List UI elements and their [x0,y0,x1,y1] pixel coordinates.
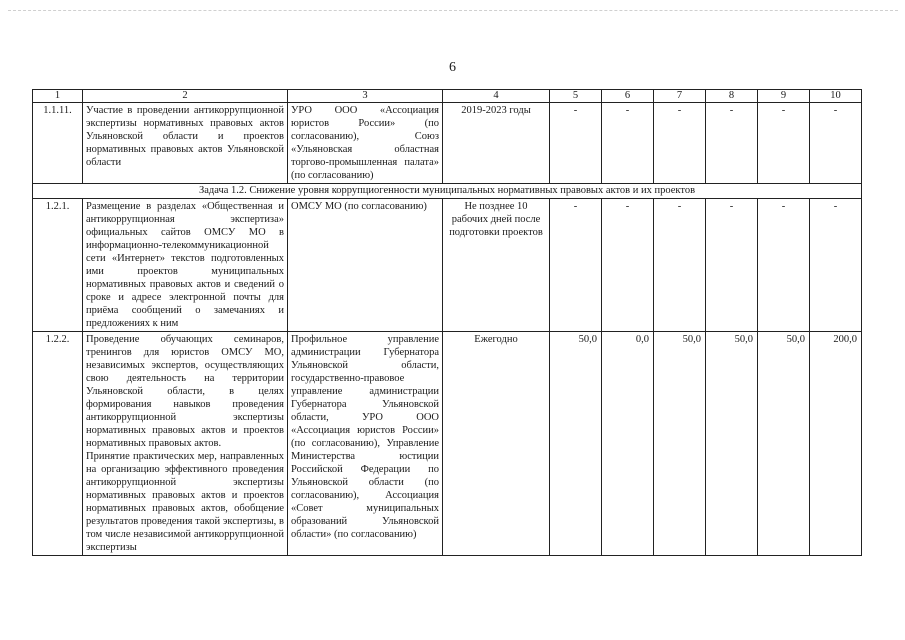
row-term: Не позднее 10 рабочих дней после подготовки проектов [443,199,550,332]
row-value: 50,0 [654,332,706,556]
column-header: 7 [654,90,706,103]
task-title: Задача 1.2. Снижение уровня коррупциогенности муниципальных нормативных правовых актов и их проектов [33,184,862,199]
row-value: - [602,199,654,332]
page-number: 6 [449,60,456,75]
row-executor: Профильное управление администрации Губернатора Ульяновской области, государственно-правовое управление администрации Губернатора Ульяновской области, УРО ООО «Ассоциация юристов России» (по согласованию), Управление Министерства юстиции Российской Федерации по Ульяновской области (по согласованию), Ассоциация «Совет муниципальных образований Ульяновской области» (по согласованию) [288,332,443,556]
measures-table [32,89,862,556]
table-row [33,199,862,332]
row-value: - [602,103,654,184]
row-value: 50,0 [758,332,810,556]
row-number: 1.2.2. [33,332,83,556]
row-value: - [810,199,862,332]
row-value: - [706,199,758,332]
header-row [33,90,862,103]
row-executor: ОМСУ МО (по согласованию) [288,199,443,332]
row-value: - [550,199,602,332]
row-term: 2019-2023 годы [443,103,550,184]
column-header: 6 [602,90,654,103]
row-value: 50,0 [550,332,602,556]
column-header: 9 [758,90,810,103]
column-header: 3 [288,90,443,103]
column-header: 2 [83,90,288,103]
row-value: - [758,199,810,332]
column-header: 10 [810,90,862,103]
scan-edge-line [8,10,898,12]
column-header: 4 [443,90,550,103]
column-header: 1 [33,90,83,103]
row-value: 200,0 [810,332,862,556]
row-value: - [550,103,602,184]
row-executor: УРО ООО «Ассоциация юристов России» (по согласованию), Союз «Ульяновская областная торгово-промышленная палата» (по согласованию) [288,103,443,184]
task-row [33,184,862,199]
row-value: - [810,103,862,184]
column-header: 8 [706,90,758,103]
row-number: 1.2.1. [33,199,83,332]
row-action: Участие в проведении антикоррупционной экспертизы нормативных правовых актов Ульяновской области и проектов нормативных правовых актов Ульяновской области [83,103,288,184]
row-number: 1.1.11. [33,103,83,184]
row-value: - [706,103,758,184]
row-action: Размещение в разделах «Общественная и антикоррупционная экспертиза» официальных сайтов ОМСУ МО в информационно-телекоммуникационной сети «Интернет» текстов подготовленных ими проектов муниципальных нормативных правовых актов и сведений о сроке и адресе электронной почты для приёма сообщений о замечаниях и предложениях к ним [83,199,288,332]
row-value: 50,0 [706,332,758,556]
table-row [33,332,862,556]
row-value: 0,0 [602,332,654,556]
row-value: - [758,103,810,184]
table-row [33,103,862,184]
row-value: - [654,199,706,332]
row-action: Проведение обучающих семинаров, тренингов для юристов ОМСУ МО, независимых экспертов, осуществляющих свою деятельность на территории Ульяновской области, в целях формирования навыков проведения антикоррупционной экспертизы нормативных правовых актов и проектов нормативных правовых актов. Принятие практических мер, направленных на организацию эффективного проведения антикоррупционной экспертизы нормативных правовых актов и проектов нормативных правовых актов, обобщение результатов проведения такой экспертизы, в том числе независимой антикоррупционной экспертизы [83,332,288,556]
row-term: Ежегодно [443,332,550,556]
row-value: - [654,103,706,184]
column-header: 5 [550,90,602,103]
